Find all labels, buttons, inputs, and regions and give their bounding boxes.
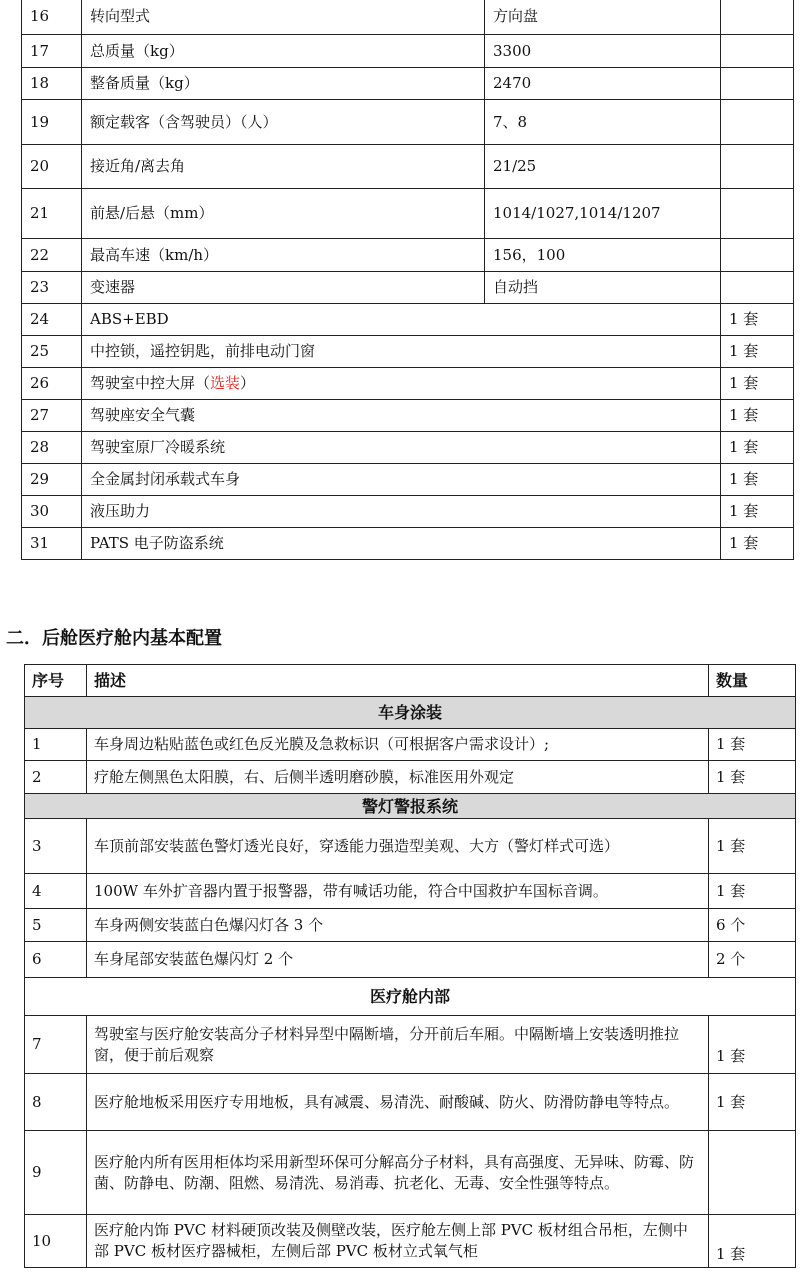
config-description: 车身两侧安装蓝白色爆闪灯各 3 个 [87,909,709,942]
group-title: 医疗舱内部 [25,978,796,1016]
spec-item: 整备质量（kg） [82,68,485,100]
config-qty: 2 个 [709,942,796,978]
config-description: 车顶前部安装蓝色警灯透光良好，穿透能力强造型美观、大方（警灯样式可选） [87,819,709,874]
config-qty: 1 套 [721,400,794,432]
table-header-row [25,665,796,697]
config-qty: 1 套 [721,528,794,560]
spec-item: 转向型式 [82,0,485,35]
config-qty [709,1131,796,1215]
table-row [22,35,794,68]
row-number: 7 [25,1016,87,1074]
table-row [25,1016,796,1074]
table-row [25,729,796,761]
table-row [25,819,796,874]
config-qty: 1 套 [721,496,794,528]
table-row [22,0,794,35]
config-description: 驾驶室原厂冷暖系统 [82,432,721,464]
row-number: 27 [22,400,82,432]
spec-qty [721,0,794,35]
row-number: 3 [25,819,87,874]
spec-value: 自动挡 [485,272,721,304]
config-description: PATS 电子防盗系统 [82,528,721,560]
config-description: 驾驶室与医疗舱安装高分子材料异型中隔断墙，分开前后车厢。中隔断墙上安装透明推拉窗，便于前后观察 [87,1016,709,1074]
header-description: 描述 [87,665,709,697]
header-number: 序号 [25,665,87,697]
table-row [22,145,794,189]
config-description: 100W 车外扩音器内置于报警器，带有喊话功能，符合中国救护车国标音调。 [87,874,709,909]
group-header-row [25,697,796,729]
section-heading: 二．后舱医疗舱内基本配置 [6,628,222,649]
config-qty: 1 套 [721,464,794,496]
spec-qty [721,100,794,145]
row-number: 5 [25,909,87,942]
spec-value: 3300 [485,35,721,68]
spec-item: 额定载客（含驾驶员）（人） [82,100,485,145]
row-number: 23 [22,272,82,304]
config-description: 医疗舱地板采用医疗专用地板，具有减震、易清洗、耐酸碱、防火、防滑防静电等特点。 [87,1074,709,1131]
spec-value: 21/25 [485,145,721,189]
row-number: 20 [22,145,82,189]
config-description: 车身周边粘贴蓝色或红色反光膜及急救标识（可根据客户需求设计）; [87,729,709,761]
config-qty: 1 套 [721,368,794,400]
row-number: 31 [22,528,82,560]
spec-item: 变速器 [82,272,485,304]
spec-item: 最高车速（km/h） [82,239,485,272]
vehicle-spec-table-upper [21,0,794,560]
row-number: 4 [25,874,87,909]
row-number: 8 [25,1074,87,1131]
config-description: 液压助力 [82,496,721,528]
table-row [22,68,794,100]
spec-qty [721,35,794,68]
table-row [25,1215,796,1268]
config-description [82,368,721,400]
row-number: 10 [25,1215,87,1268]
row-number: 26 [22,368,82,400]
table-row [22,368,794,400]
row-number: 17 [22,35,82,68]
spec-value: 1014/1027,1014/1207 [485,189,721,239]
table-row [25,874,796,909]
spec-qty [721,145,794,189]
row-number: 22 [22,239,82,272]
spec-item: 接近角/离去角 [82,145,485,189]
spec-value: 2470 [485,68,721,100]
row-number: 19 [22,100,82,145]
row-number: 29 [22,464,82,496]
table-row [25,1131,796,1215]
config-qty: 1 套 [709,874,796,909]
config-qty: 1 套 [709,729,796,761]
group-title: 车身涂装 [25,697,796,729]
row-number: 25 [22,336,82,368]
optional-tag: 选装 [210,374,241,392]
config-qty: 1 套 [721,304,794,336]
row-number: 16 [22,0,82,35]
row-number: 28 [22,432,82,464]
group-header-row [25,978,796,1016]
spec-qty [721,239,794,272]
config-qty: 1 套 [709,1074,796,1131]
group-title: 警灯警报系统 [25,794,796,819]
config-qty: 1 套 [721,336,794,368]
row-number: 24 [22,304,82,336]
spec-value: 方向盘 [485,0,721,35]
config-description: 全金属封闭承载式车身 [82,464,721,496]
description-text: 驾驶室中控大屏（ [90,374,211,392]
row-number: 9 [25,1131,87,1215]
spec-value: 156，100 [485,239,721,272]
config-qty: 1 套 [709,1016,796,1074]
table-row [25,761,796,794]
row-number: 30 [22,496,82,528]
config-qty: 1 套 [709,1215,796,1268]
spec-qty [721,272,794,304]
table-row [25,909,796,942]
table-row [22,304,794,336]
medical-cabin-config-table [24,664,796,1268]
row-number: 21 [22,189,82,239]
config-qty: 1 套 [721,432,794,464]
config-description: 车身尾部安装蓝色爆闪灯 2 个 [87,942,709,978]
table-row [22,528,794,560]
config-qty: 6 个 [709,909,796,942]
table-row [25,1074,796,1131]
spec-item: 前悬/后悬（mm） [82,189,485,239]
config-description: 驾驶座安全气囊 [82,400,721,432]
table-row [22,432,794,464]
config-qty: 1 套 [709,761,796,794]
config-description: 中控锁，遥控钥匙，前排电动门窗 [82,336,721,368]
table-row [22,464,794,496]
config-qty: 1 套 [709,819,796,874]
description-text-end: ） [240,374,256,392]
config-description: 医疗舱内所有医用柜体均采用新型环保可分解高分子材料，具有高强度、无异味、防霉、防菌、防静电、防潮、阻燃、易清洗、易消毒、抗老化、无毒、安全性强等特点。 [87,1131,709,1215]
table-row [22,239,794,272]
table-row [22,336,794,368]
config-description: ABS+EBD [82,304,721,336]
config-description: 医疗舱内饰 PVC 材料硬顶改装及侧壁改装，医疗舱左侧上部 PVC 板材组合吊柜，左侧中部 PVC 板材医疗器械柜，左侧后部 PVC 板材立式氧气柜 [87,1215,709,1268]
group-header-row [25,794,796,819]
table-row [25,942,796,978]
table-row [22,189,794,239]
header-quantity: 数量 [709,665,796,697]
spec-item: 总质量（kg） [82,35,485,68]
table-row [22,100,794,145]
row-number: 1 [25,729,87,761]
config-description: 疗舱左侧黑色太阳膜，右、后侧半透明磨砂膜，标准医用外观定 [87,761,709,794]
spec-qty [721,68,794,100]
table-row [22,496,794,528]
row-number: 2 [25,761,87,794]
row-number: 18 [22,68,82,100]
row-number: 6 [25,942,87,978]
table-row [22,400,794,432]
spec-qty [721,189,794,239]
spec-value: 7、8 [485,100,721,145]
table-row [22,272,794,304]
